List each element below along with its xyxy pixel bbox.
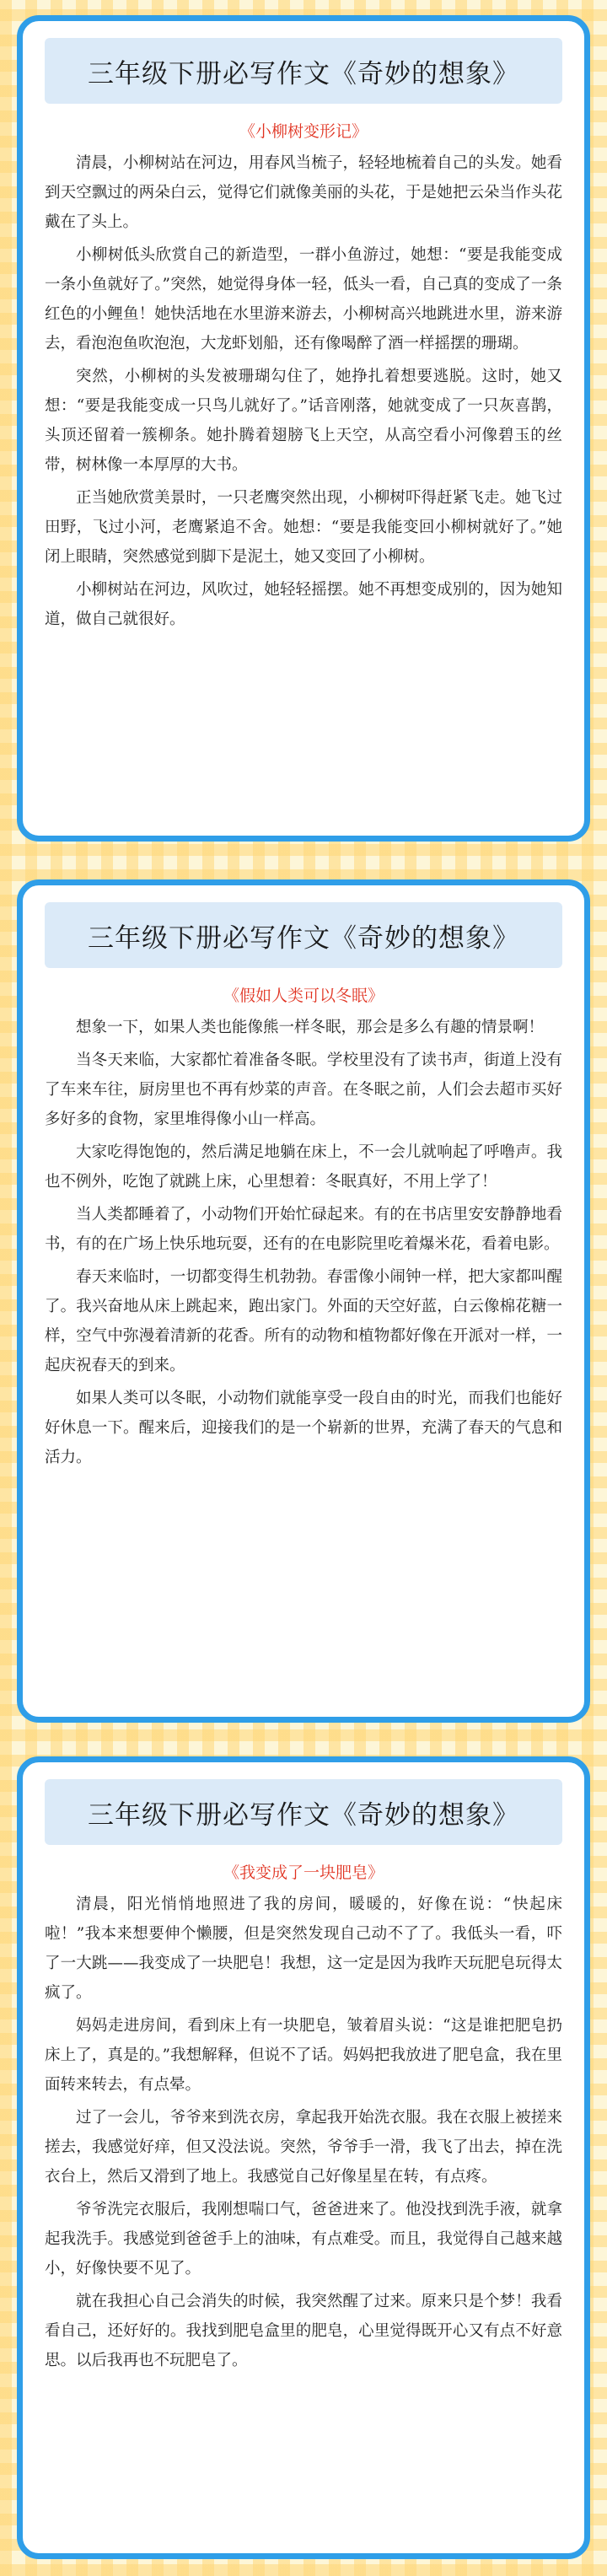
paragraph: 正当她欣赏美景时，一只老鹰突然出现，小柳树吓得赶紧飞走。她飞过田野，飞过小河，老鹰紧追不舍。她想：“要是我能变回小柳树就好了。”她闭上眼睛，突然感觉到脚下是泥土，她又变回了小柳树。 [45, 489, 562, 566]
article-card-2 [17, 879, 590, 1723]
paragraph: 大家吃得饱饱的，然后满足地躺在床上，不一会儿就响起了呼噜声。我也不例外，吃饱了就跳上床，心里想着：冬眠真好，不用上学了！ [45, 1143, 562, 1191]
paragraph: 当冬天来临，大家都忙着准备冬眠。学校里没有了读书声，街道上没有了车来车往，厨房里也不再有炒菜的声音。在冬眠之前，人们会去超市买好多好多的食物，家里堆得像小山一样高。 [45, 1051, 562, 1128]
article-subtitle: 《小柳树变形记》 [239, 122, 368, 141]
paragraph: 清晨，小柳树站在河边，用春风当梳子，轻轻地梳着自己的头发。她看到天空飘过的两朵白云，觉得它们就像美丽的头花，于是她把云朵当作头花戴在了头上。 [45, 154, 562, 231]
article-card-3 [17, 1756, 590, 2559]
paragraph: 清晨，阳光悄悄地照进了我的房间，暖暖的，好像在说：“快起床啦！”我本来想要伸个懒腰，但是突然发现自己动不了了。我低头一看，吓了一大跳——我变成了一块肥皂！我想，这一定是因为我昨天玩肥皂玩得太疯了。 [45, 1896, 562, 2002]
paragraph: 小柳树低头欣赏自己的新造型，一群小鱼游过，她想：“要是我能变成一条小鱼就好了。”突然，她觉得身体一轻，低头一看，自己真的变成了一条红色的小鲤鱼！她快活地在水里游来游去，小柳树高兴地跳进水里，游来游去，看泡泡鱼吹泡泡，大龙虾划船，还有像喝醉了酒一样摇摆的珊瑚。 [45, 246, 562, 352]
paragraph: 爷爷洗完衣服后，我刚想喘口气，爸爸进来了。他没找到洗手液，就拿起我洗手。我感觉到爸爸手上的油味，有点难受。而且，我觉得自己越来越小，好像快要不见了。 [45, 2201, 562, 2278]
paragraph: 妈妈走进房间，看到床上有一块肥皂，皱着眉头说：“这是谁把肥皂扔床上了，真是的。”我想解释，但说不了话。妈妈把我放进了肥皂盒，我在里面转来转去，有点晕。 [45, 2017, 562, 2094]
paragraph: 春天来临时，一切都变得生机勃勃。春雷像小闹钟一样，把大家都叫醒了。我兴奋地从床上跳起来，跑出家门。外面的天空好蓝，白云像棉花糖一样，空气中弥漫着清新的花香。所有的动物和植物都好像在开派对一样，一起庆祝春天的到来。 [45, 1268, 562, 1374]
paragraph: 就在我担心自己会消失的时候，我突然醒了过来。原来只是个梦！我看看自己，还好好的。我找到肥皂盒里的肥皂，心里觉得既开心又有点不好意思。以后我再也不玩肥皂了。 [45, 2293, 562, 2369]
paragraph: 当人类都睡着了，小动物们开始忙碌起来。有的在书店里安安静静地看书，有的在广场上快乐地玩耍，还有的在电影院里吃着爆米花，看着电影。 [45, 1206, 562, 1253]
article-card-1 [17, 15, 590, 842]
paragraph: 如果人类可以冬眠，小动物们就能享受一段自由的时光，而我们也能好好休息一下。醒来后，迎接我们的是一个崭新的世界，充满了春天的气息和活力。 [45, 1390, 562, 1466]
article-subtitle: 《假如人类可以冬眠》 [223, 987, 384, 1005]
paragraph: 想象一下，如果人类也能像熊一样冬眠，那会是多么有趣的情景啊！ [76, 1019, 545, 1036]
article-title: 三年级下册必写作文《奇妙的想象》 [45, 38, 562, 104]
article-subtitle: 《我变成了一块肥皂》 [223, 1863, 384, 1882]
article-title: 三年级下册必写作文《奇妙的想象》 [45, 902, 562, 968]
paragraph: 小柳树站在河边，风吹过，她轻轻摇摆。她不再想变成别的，因为她知道，做自己就很好。 [45, 581, 562, 628]
paragraph: 突然，小柳树的头发被珊瑚勾住了，她挣扎着想要逃脱。这时，她又想：“要是我能变成一只鸟儿就好了。”话音刚落，她就变成了一只灰喜鹊，头顶还留着一簇柳条。她扑腾着翅膀飞上天空，从高空看小河像碧玉的丝带，树林像一本厚厚的大书。 [45, 368, 562, 474]
paragraph: 过了一会儿，爷爷来到洗衣房，拿起我开始洗衣服。我在衣服上被搓来搓去，我感觉好痒，但又没法说。突然，爷爷手一滑，我飞了出去，掉在洗衣台上，然后又滑到了地上。我感觉自己好像星星在转，有点疼。 [45, 2109, 562, 2186]
article-title: 三年级下册必写作文《奇妙的想象》 [45, 1779, 562, 1845]
